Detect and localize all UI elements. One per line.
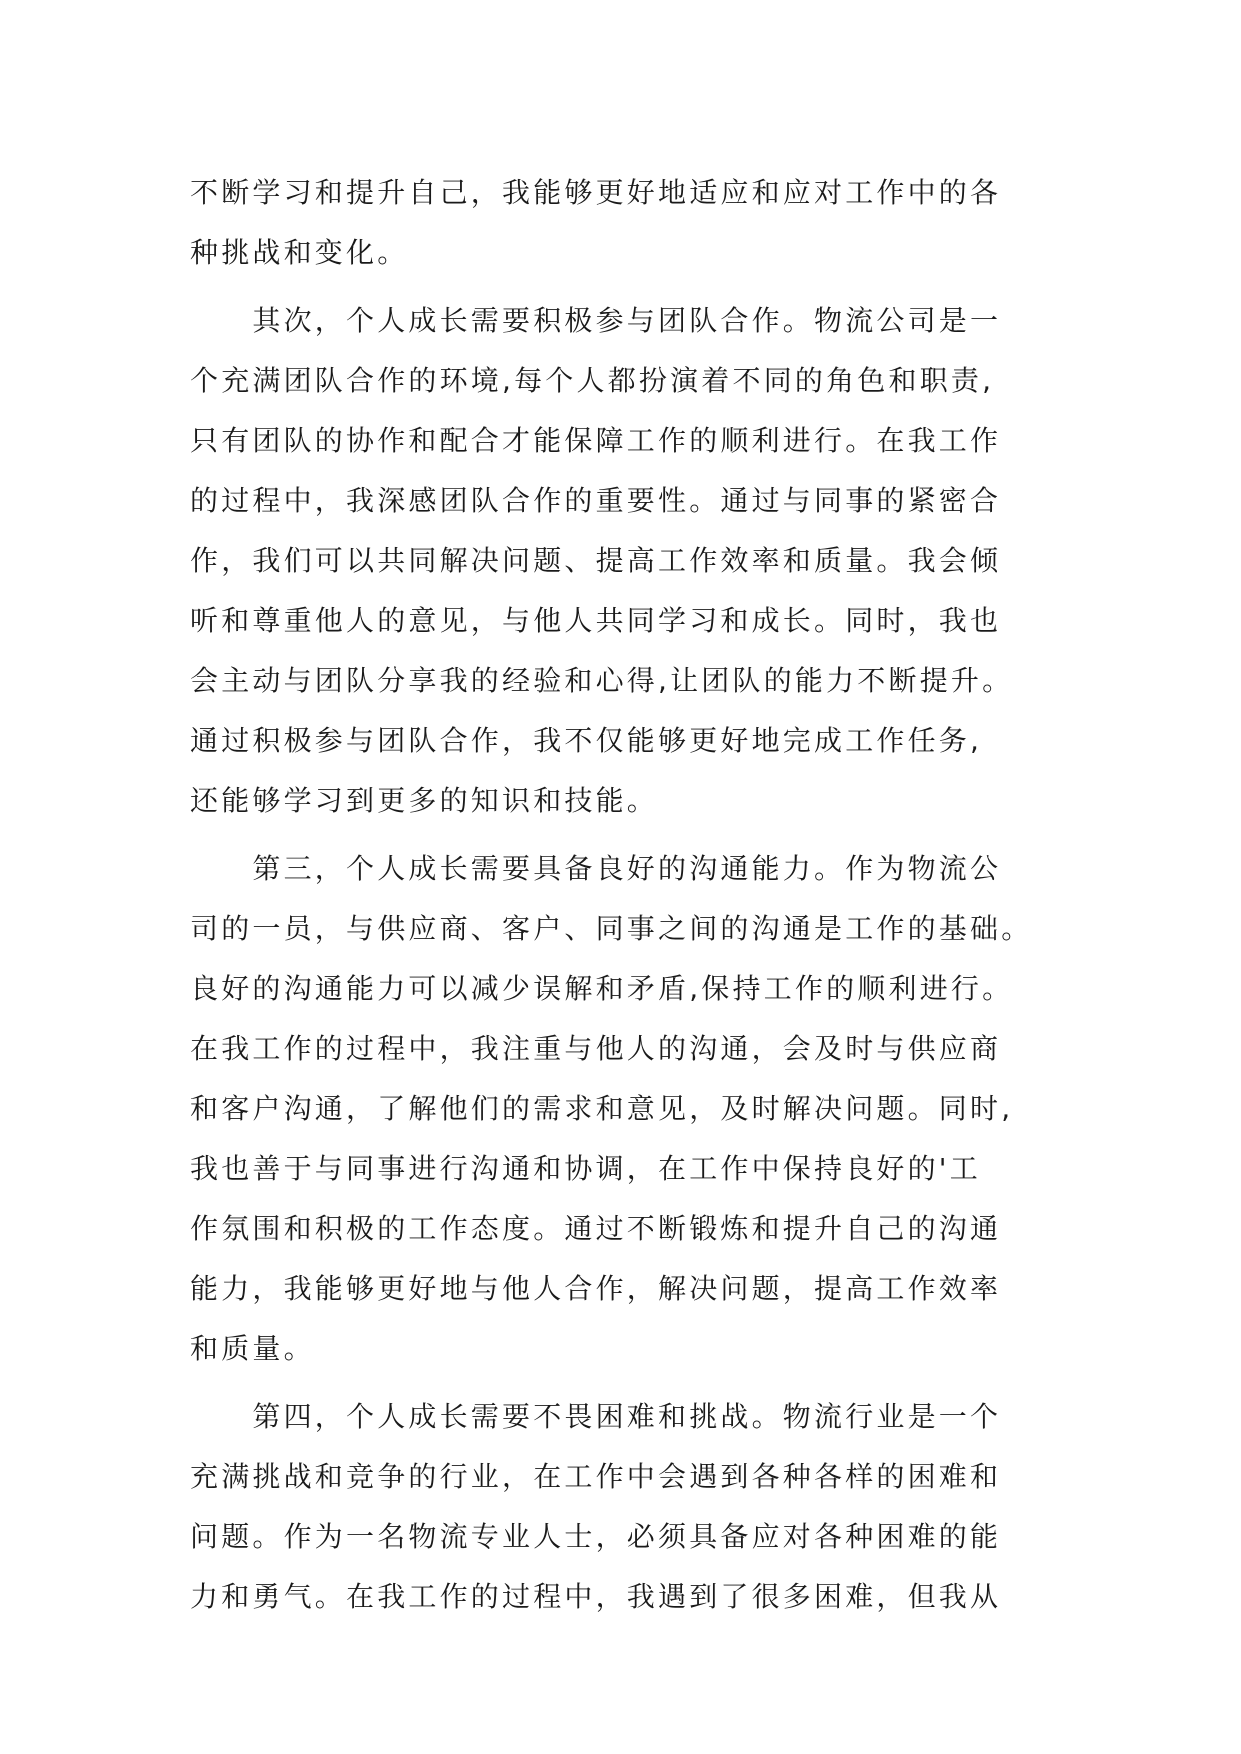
text-line: 和客户沟通，了解他们的需求和意见，及时解决问题。同时,: [190, 1092, 1014, 1125]
text-line: 不断学习和提升自己，我能够更好地适应和应对工作中的各: [190, 176, 1002, 209]
text-line: 良好的沟通能力可以减少误解和矛盾,保持工作的顺利进行。: [190, 972, 1014, 1005]
text-line: 第三，个人成长需要具备良好的沟通能力。作为物流公: [190, 852, 1002, 885]
text-line: 充满挑战和竞争的行业，在工作中会遇到各种各样的困难和: [190, 1460, 1002, 1493]
text-line: 的过程中，我深感团队合作的重要性。通过与同事的紧密合: [190, 484, 1002, 517]
text-line: 还能够学习到更多的知识和技能。: [190, 784, 659, 817]
paragraph-1: [190, 163, 1060, 283]
text-line: 个充满团队合作的环境,每个人都扮演着不同的角色和职责,: [190, 364, 995, 397]
text-line: 通过积极参与团队合作，我不仅能够更好地完成工作任务,: [190, 724, 983, 757]
text-line: 司的一员，与供应商、客户、同事之间的沟通是工作的基础。: [190, 912, 1033, 945]
text-line: 问题。作为一名物流专业人士，必须具备应对各种困难的能: [190, 1520, 1002, 1553]
paragraph-2: [190, 291, 1060, 831]
text-line: 听和尊重他人的意见，与他人共同学习和成长。同时，我也: [190, 604, 1002, 637]
document-body: [190, 163, 1060, 1627]
text-line: 我也善于与同事进行沟通和协调，在工作中保持良好的'工: [190, 1152, 981, 1185]
paragraph-4: [190, 1387, 1060, 1627]
text-line: 和质量。: [190, 1332, 315, 1365]
text-line: 其次，个人成长需要积极参与团队合作。物流公司是一: [190, 304, 1002, 337]
text-line: 会主动与团队分享我的经验和心得,让团队的能力不断提升。: [190, 664, 1014, 697]
text-line: 作，我们可以共同解决问题、提高工作效率和质量。我会倾: [190, 544, 1002, 577]
text-line: 作氛围和积极的工作态度。通过不断锻炼和提升自己的沟通: [190, 1212, 1002, 1245]
text-line: 种挑战和变化。: [190, 236, 409, 269]
text-line: 只有团队的协作和配合才能保障工作的顺利进行。在我工作: [190, 424, 1002, 457]
text-line: 第四，个人成长需要不畏困难和挑战。物流行业是一个: [190, 1400, 1002, 1433]
text-line: 在我工作的过程中，我注重与他人的沟通，会及时与供应商: [190, 1032, 1002, 1065]
paragraph-3: [190, 839, 1060, 1379]
text-line: 能力，我能够更好地与他人合作，解决问题，提高工作效率: [190, 1272, 1002, 1305]
text-line: 力和勇气。在我工作的过程中，我遇到了很多困难，但我从: [190, 1580, 1002, 1613]
